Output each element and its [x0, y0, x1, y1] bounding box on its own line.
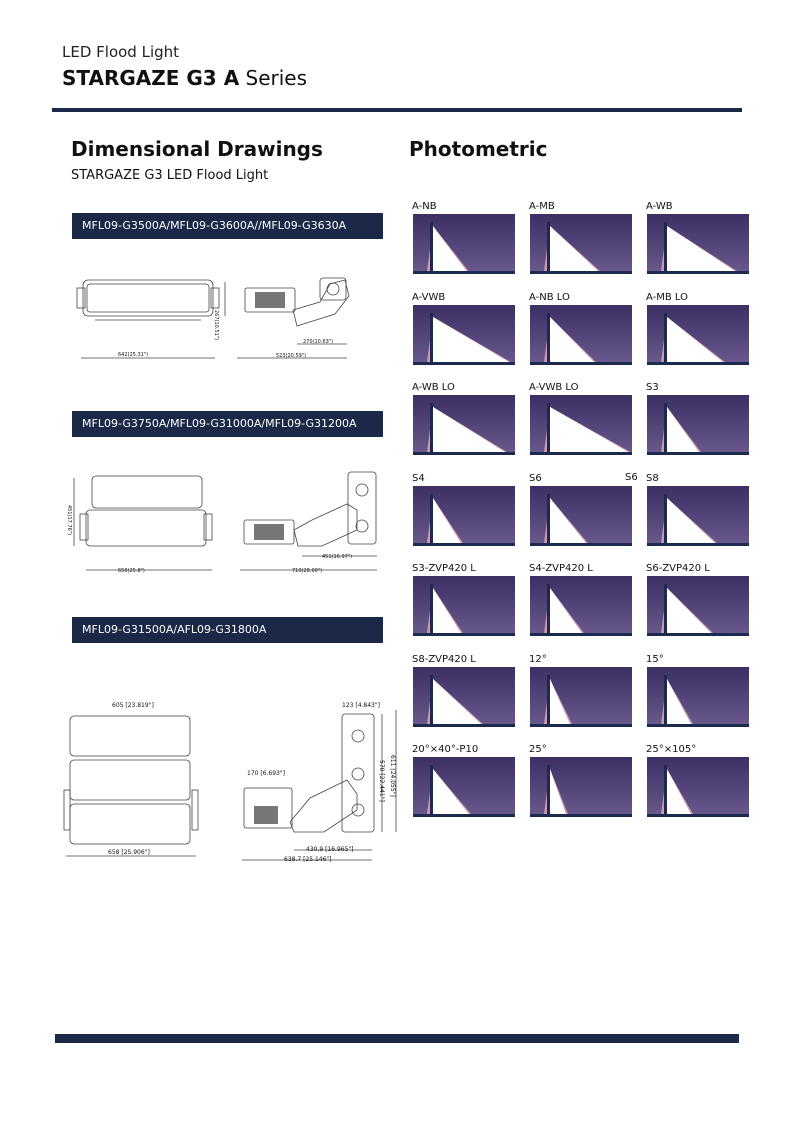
ground — [647, 814, 749, 817]
beam-diagram — [413, 576, 515, 636]
ground — [647, 543, 749, 546]
ground — [530, 452, 632, 455]
ground — [647, 271, 749, 274]
pole — [430, 765, 433, 815]
photometric-item — [646, 653, 750, 666]
photometric-label: S4-ZVP420 L — [529, 563, 593, 574]
photometric-item — [646, 291, 750, 304]
pole — [430, 675, 433, 725]
ground — [530, 724, 632, 727]
pole — [547, 494, 550, 544]
dim-front-height-1: 267(10.51") — [213, 310, 219, 341]
pole — [664, 765, 667, 815]
photometric-label: 20°×40°-P10 — [412, 744, 479, 755]
title-rest: Series — [239, 66, 308, 90]
ground — [413, 724, 515, 727]
beam-diagram — [413, 214, 515, 274]
photometric-title: Photometric — [409, 137, 548, 161]
dim-front-width-1: 642(25.31") — [118, 352, 149, 358]
photometric-label: A-VWB — [412, 291, 446, 303]
photometric-item — [646, 200, 750, 213]
beam-diagram — [530, 667, 632, 727]
dim-side-depth-2: 451(16.97") — [322, 554, 353, 560]
photometric-item — [529, 653, 633, 666]
photometric-label: 12° — [529, 653, 547, 665]
bottom-rule — [55, 1034, 739, 1043]
beam-diagram — [413, 305, 515, 365]
header-title — [62, 66, 307, 90]
photometric-label: A-WB — [646, 201, 673, 212]
dim-side-top-3: 123 [4.843"] — [342, 702, 380, 709]
pole — [547, 403, 550, 453]
pole — [664, 222, 667, 272]
beam-diagram — [530, 486, 632, 546]
photometric-label: 15° — [646, 653, 664, 665]
pole — [664, 494, 667, 544]
dim-height-outer-3: 611 [24.055"] — [389, 755, 396, 797]
dim-height-inner-3: 570 [22.441"] — [378, 760, 385, 802]
photometric-label: S3 — [646, 382, 659, 393]
model-bar-2: MFL09-G3750A/MFL09-G31000A/MFL09-G31200A — [72, 411, 383, 437]
pole — [547, 675, 550, 725]
ground — [413, 362, 515, 365]
photometric-item — [412, 562, 516, 575]
top-rule — [52, 108, 742, 112]
pole — [547, 765, 550, 815]
dim-total-3: 638.7 [25.146"] — [284, 856, 332, 863]
photometric-extra-label: S6 — [625, 472, 638, 483]
dim-front-width-2: 656(25.8") — [118, 568, 145, 574]
photometric-item — [412, 653, 516, 666]
beam-diagram — [530, 757, 632, 817]
pole — [547, 584, 550, 634]
pole — [547, 313, 550, 363]
photometric-item — [412, 472, 516, 485]
model-bar-3: MFL09-G31500A/AFL09-G31800A — [72, 617, 383, 643]
ground — [647, 362, 749, 365]
pole — [430, 222, 433, 272]
photometric-item — [412, 381, 516, 394]
pole — [664, 313, 667, 363]
photometric-label: A-VWB LO — [529, 382, 579, 393]
beam-diagram — [413, 395, 515, 455]
photometric-item — [529, 200, 633, 213]
dim-side-depth-1: 270(10.63") — [303, 339, 334, 345]
pole — [547, 222, 550, 272]
ground — [413, 452, 515, 455]
beam-diagram — [413, 757, 515, 817]
pole — [664, 675, 667, 725]
ground — [413, 814, 515, 817]
beam-diagram — [530, 214, 632, 274]
beam-diagram — [647, 395, 749, 455]
photometric-item — [646, 743, 750, 756]
dim-box-3: 170 [6.693"] — [247, 770, 285, 777]
dim-side-total-1: 523(20.59") — [276, 353, 307, 359]
photometric-label: A-MB LO — [646, 291, 688, 303]
title-bold: STARGAZE G3 A — [62, 66, 240, 90]
photometric-label: A-MB — [529, 201, 555, 212]
ground — [647, 452, 749, 455]
beam-diagram — [647, 757, 749, 817]
beam-diagram — [647, 576, 749, 636]
beam-diagram — [647, 214, 749, 274]
photometric-label: 25° — [529, 744, 547, 755]
header-subtitle: LED Flood Light — [62, 43, 180, 61]
photometric-label: S6-ZVP420 L — [646, 563, 710, 574]
pole — [430, 584, 433, 634]
photometric-item — [529, 381, 633, 394]
dimensional-subtitle: STARGAZE G3 LED Flood Light — [71, 168, 269, 183]
photometric-label: 25°×105° — [646, 744, 697, 755]
pole — [664, 584, 667, 634]
photometric-label: A-WB LO — [412, 382, 455, 393]
photometric-item — [529, 562, 633, 575]
ground — [530, 362, 632, 365]
dim-front-height-2: 451(17.76") — [66, 505, 72, 536]
photometric-label: S4 — [412, 472, 425, 484]
dim-depth-3: 430.9 [16.965"] — [306, 846, 354, 853]
photometric-item — [529, 743, 633, 756]
beam-diagram — [413, 486, 515, 546]
ground — [413, 271, 515, 274]
photometric-item — [646, 381, 750, 394]
pole — [664, 403, 667, 453]
beam-diagram — [530, 576, 632, 636]
beam-diagram — [530, 395, 632, 455]
pole — [430, 403, 433, 453]
photometric-item — [412, 743, 516, 756]
pole — [430, 494, 433, 544]
ground — [647, 633, 749, 636]
photometric-item — [646, 562, 750, 575]
dim-bottom-width-3: 658 [25.906"] — [108, 849, 150, 856]
ground — [530, 814, 632, 817]
beam-diagram — [530, 305, 632, 365]
dim-top-width-3: 605 [23.819"] — [112, 702, 154, 709]
photometric-item — [412, 291, 516, 304]
beam-diagram — [647, 486, 749, 546]
photometric-label: A-NB LO — [529, 291, 570, 303]
dim-side-total-2: 710(28.00") — [292, 568, 323, 574]
photometric-item — [529, 472, 633, 485]
beam-diagram — [413, 667, 515, 727]
ground — [413, 633, 515, 636]
ground — [530, 271, 632, 274]
pole — [430, 313, 433, 363]
model-bar-1: MFL09-G3500A/MFL09-G3600A//MFL09-G3630A — [72, 213, 383, 239]
photometric-label: A-NB — [412, 201, 437, 212]
beam-diagram — [647, 667, 749, 727]
ground — [530, 633, 632, 636]
photometric-item — [529, 291, 633, 304]
photometric-label: S8-ZVP420 L — [412, 653, 476, 665]
drawing-model-2 — [72, 470, 382, 580]
drawing-model-3 — [62, 710, 402, 868]
ground — [647, 724, 749, 727]
photometric-item — [412, 200, 516, 213]
photometric-label: S3-ZVP420 L — [412, 563, 476, 574]
photometric-label: S6 — [529, 472, 542, 484]
dimensional-title: Dimensional Drawings — [71, 137, 323, 161]
photometric-item — [646, 472, 750, 485]
beam-diagram — [647, 305, 749, 365]
ground — [413, 543, 515, 546]
photometric-label: S8 — [646, 472, 659, 484]
ground — [530, 543, 632, 546]
